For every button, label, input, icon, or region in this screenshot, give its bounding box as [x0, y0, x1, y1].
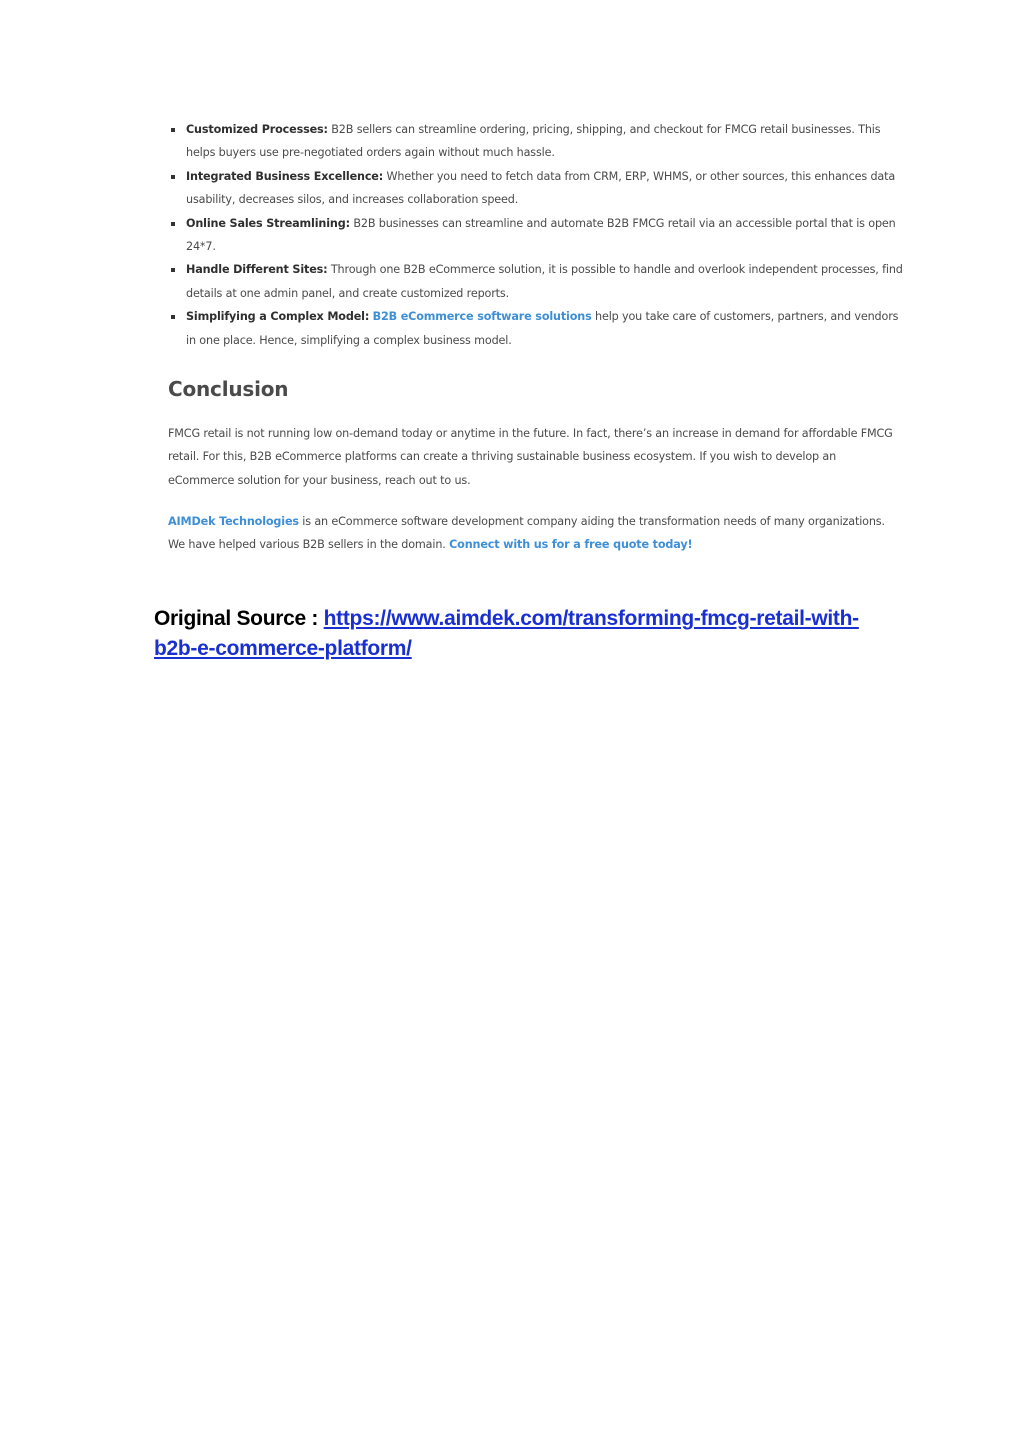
contact-cta-link[interactable]: Connect with us for a free quote today!: [449, 538, 693, 552]
bullet-square-icon: [171, 315, 175, 319]
bullet-lead: Handle Different Sites:: [186, 263, 328, 277]
bullet-square-icon: [171, 268, 175, 272]
company-paragraph: [168, 510, 903, 557]
bullet-square-icon: [171, 222, 175, 226]
list-item: [168, 118, 903, 165]
bullet-square-icon: [171, 128, 175, 132]
bullet-text: B2B businesses can streamline and automate B2B FMCG retail via an accessible portal that is open 24*7.: [186, 216, 896, 254]
bullet-lead: Customized Processes:: [186, 123, 328, 136]
article-screenshot: [168, 118, 903, 568]
source-url-link[interactable]: https://www.aimdek.com/transforming-fmcg-retail-with-b2b-e-commerce-platform/: [154, 607, 859, 660]
source-label: Original Source :: [154, 607, 324, 630]
bullet-lead: Simplifying a Complex Model:: [186, 310, 370, 324]
company-description: is an eCommerce software development company aiding the transformation needs of many organizations. We have helped various B2B sellers in the domain.: [168, 515, 885, 552]
bullet-text: B2B sellers can streamline ordering, pricing, shipping, and checkout for FMCG retail businesses. This helps buyers use pre-negotiated orders again without much hassle.: [186, 123, 881, 160]
company-link[interactable]: AIMDek Technologies: [168, 515, 299, 528]
conclusion-heading: Conclusion: [168, 377, 289, 401]
software-solutions-link[interactable]: B2B eCommerce software solutions: [372, 310, 592, 324]
list-item: [168, 165, 903, 212]
list-item: [168, 212, 903, 259]
list-item: [168, 305, 903, 352]
bullet-text: Through one B2B eCommerce solution, it is possible to handle and overlook independent processes, find details at one admin panel, and create customized reports.: [186, 263, 903, 300]
conclusion-paragraph: FMCG retail is not running low on-demand today or anytime in the future. In fact, there’s an increase in demand for affordable FMCG retail. For this, B2B eCommerce platforms can create a thriving sustainable business ecosystem. If you wish to develop an eCommerce solution for your business, reach out to us.: [168, 427, 893, 487]
original-source: [154, 604, 874, 664]
bullet-lead: Online Sales Streamlining:: [186, 216, 350, 230]
list-item: [168, 258, 903, 305]
bullet-text: help you take care of customers, partners, and vendors in one place. Hence, simplifying a complex business model.: [186, 310, 899, 347]
benefits-list: [168, 118, 903, 352]
bullet-lead: Integrated Business Excellence:: [186, 169, 384, 183]
bullet-square-icon: [171, 175, 175, 179]
bullet-text: Whether you need to fetch data from CRM, ERP, WHMS, or other sources, this enhances data usability, decreases silos, and increases collaboration speed.: [186, 169, 896, 207]
